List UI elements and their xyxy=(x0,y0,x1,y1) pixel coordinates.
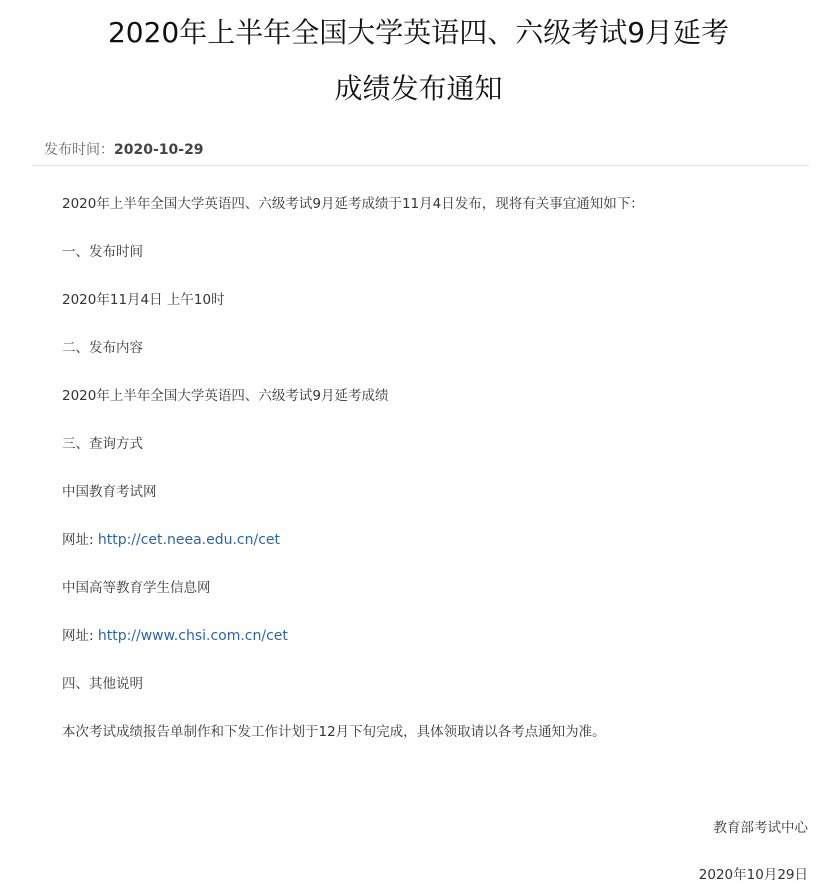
signature-date: 2020年10月29日 xyxy=(698,867,808,883)
page-title-line2: 成绩发布通知 xyxy=(334,72,503,105)
publish-meta xyxy=(44,141,204,159)
section-1-heading: 一、发布时间 xyxy=(62,244,143,260)
signature-org: 教育部考试中心 xyxy=(713,820,808,836)
section-4-heading: 四、其他说明 xyxy=(62,676,143,692)
site-2-url-label: 网址: xyxy=(62,628,98,644)
page-title-line1: 2020年上半年全国大学英语四、六级考试9月延考 xyxy=(107,16,730,49)
site-1-link[interactable]: http://cet.neea.edu.cn/cet xyxy=(97,532,281,548)
intro-paragraph: 2020年上半年全国大学英语四、六级考试9月延考成绩于11月4日发布，现将有关事宜通知如下： xyxy=(62,196,644,212)
site-1-name: 中国教育考试网 xyxy=(62,484,157,500)
section-3-heading: 三、查询方式 xyxy=(62,436,143,452)
section-2-body: 2020年上半年全国大学英语四、六级考试9月延考成绩 xyxy=(62,388,389,404)
section-4-body: 本次考试成绩报告单制作和下发工作计划于12月下旬完成，具体领取请以各考点通知为准。 xyxy=(62,724,606,740)
site-1-url-line xyxy=(62,531,280,549)
section-1-body: 2020年11月4日 上午10时 xyxy=(62,292,225,308)
site-2-link[interactable]: http://www.chsi.com.cn/cet xyxy=(97,628,288,644)
section-2-heading: 二、发布内容 xyxy=(62,340,143,356)
publish-date: 2020-10-29 xyxy=(114,142,204,158)
header-divider xyxy=(32,165,809,166)
site-1-url-label: 网址: xyxy=(62,532,98,548)
site-2-url-line xyxy=(62,627,288,645)
site-2-name: 中国高等教育学生信息网 xyxy=(62,580,211,596)
publish-time-label: 发布时间： xyxy=(44,142,114,158)
